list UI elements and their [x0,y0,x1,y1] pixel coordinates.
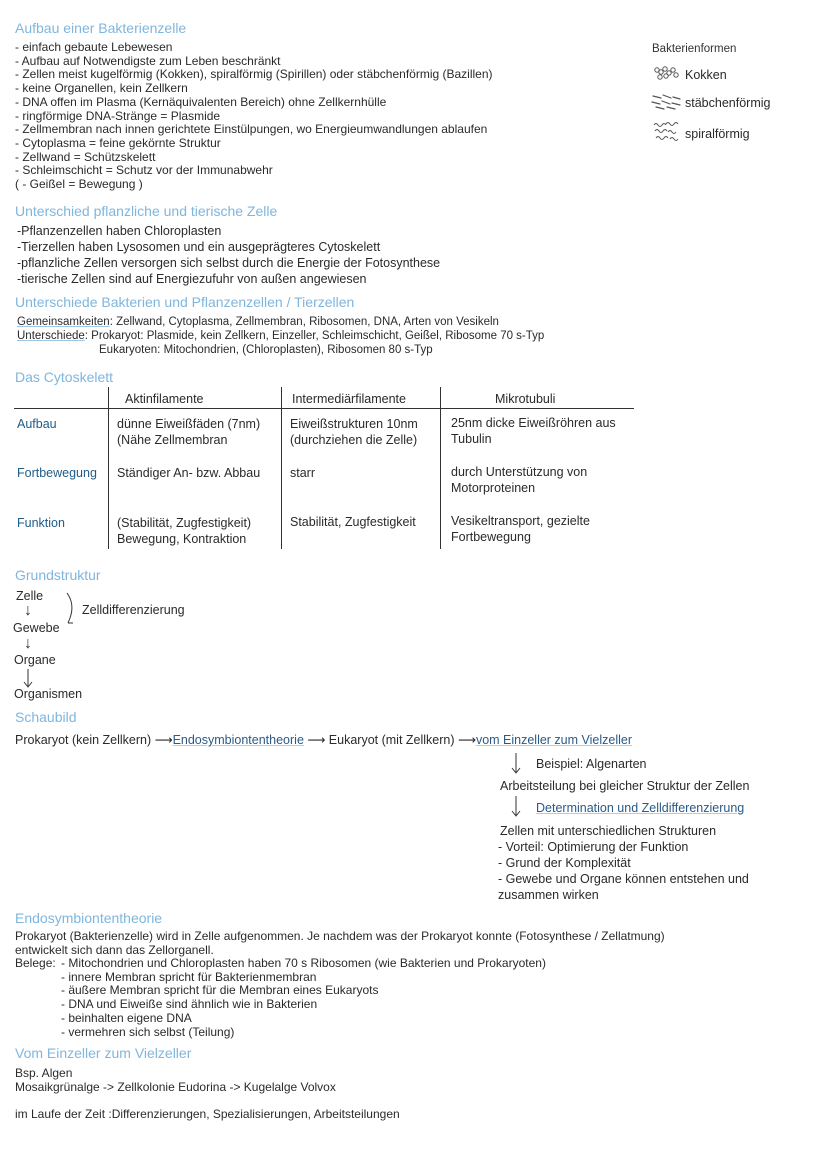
list-item: ( - Geißel = Bewegung ) [15,177,143,192]
paragraph-line: Mosaikgrünalge -> Zellkolonie Eudorina -> Kugelalge Volvox [15,1079,336,1094]
bakterienform-label: stäbchenförmig [685,96,771,110]
cell-line: starr [290,466,315,480]
schaubild-zellen: Zellen mit unterschiedlichen Strukturen [500,824,717,838]
arrow-right-icon: ⟶ [307,733,326,747]
row-label: Aufbau [17,417,57,431]
arrow-down-icon: ↓ [24,635,32,652]
list-item: - Schleimschicht = Schutz vor der Immunabwehr [15,163,273,178]
cell-line: (durchziehen die Zelle) [290,433,418,447]
arrow-right-icon: ⟶ [458,733,476,747]
table-cell [451,513,590,545]
table-cell [117,416,260,448]
list-item: - DNA und Eiweiße sind ähnlich wie in Bakterien [61,997,318,1012]
schaubild-beispiel: Beispiel: Algenarten [536,757,647,771]
list-item: - Vorteil: Optimierung der Funktion [498,840,689,854]
table-cell [290,416,418,448]
row-label: Fortbewegung [17,466,97,480]
arrow-down-icon [508,752,524,776]
table-cell [290,514,416,530]
gemeinsamkeiten-label: Gemeinsamkeiten [17,316,110,328]
list-item: - beinhalten eigene DNA [61,1010,192,1025]
heading-schaubild: Schaubild [15,709,77,725]
column-header: Mikrotubuli [495,392,556,406]
cell-line: (Stabilität, Zugfestigkeit) [117,516,252,530]
table-divider [108,387,109,549]
heading-unterschied-zelle: Unterschied pflanzliche und tierische Zelle [15,203,278,219]
einzeller-lines [15,1067,336,1094]
list-item: - Aufbau auf Notwendigste zum Leben beschränkt [15,53,281,68]
table-cell [451,415,616,447]
cell-line: Eiweißstrukturen 10nm [290,417,418,431]
einzeller-summary: im Laufe der Zeit :Differenzierungen, Spezialisierungen, Arbeitsteilungen [15,1107,400,1121]
belege-list [61,957,546,1039]
heading-bakterienzelle: Aufbau einer Bakterienzelle [15,20,187,36]
unterschiede-line [17,330,544,344]
table-cell [290,465,315,481]
column-header: Aktinfilamente [125,392,204,406]
cell-line: Motorproteinen [451,481,536,495]
rod-bacteria-icon [650,92,682,110]
schaubild-flow [15,732,632,748]
paragraph-line: Prokaryot (Bakterienzelle) wird in Zelle aufgenommen. Je nachdem was der Prokaryot konnte (Fotosynthese / Zellatmung) [15,929,665,943]
heading-cytoskelett: Das Cytoskelett [15,369,114,385]
unterschiede-text: : Prokaryot: Plasmide, kein Zellkern, Einzeller, Schleimschicht, Geißel, Ribosome 70 s-Typ [84,330,545,342]
endosymbionten-intro [15,930,665,957]
list-item: -tierische Zellen sind auf Energiezufuhr von außen angewiesen [17,272,367,286]
cell-line: Ständiger An- bzw. Abbau [117,466,261,480]
list-item: -pflanzliche Zellen versorgen sich selbst durch die Energie der Fotosynthese [17,256,441,270]
cell-line: Tubulin [451,432,492,446]
cell-line: Stabilität, Zugfestigkeit [290,515,416,529]
list-item: - innere Membran spricht für Bakterienmembran [61,969,317,984]
bakterienformen-title: Bakterienformen [652,43,737,55]
spiral-bacteria-icon [652,120,682,144]
schaubild-einzeller: vom Einzeller zum Vielzeller [475,733,633,747]
cell-line: durch Unterstützung von [451,465,588,479]
list-item: - Cytoplasma = feine gekörnte Struktur [15,135,221,150]
arrow-right-icon: ⟶ [154,733,173,747]
arrow-down-icon: ↓ [24,602,32,619]
cell-line: (Nähe Zellmembran [117,433,228,447]
eukaryoten-line: Eukaryoten: Mitochondrien, (Chloroplasten), Ribosomen 80 s-Typ [99,344,433,356]
gemeinsamkeiten-line [17,316,499,330]
heading-grundstruktur: Grundstruktur [15,567,101,583]
table-divider [281,387,282,549]
arrow-down-icon [508,795,524,819]
grundstruktur-level: Gewebe [13,621,60,635]
schaubild-eukaryot: Eukaryot (mit Zellkern) [328,733,455,747]
row-label: Funktion [17,516,65,530]
belege-label: Belege: [15,956,56,970]
cell-line: dünne Eiweißfäden (7nm) [117,417,261,431]
bracket-icon [64,592,80,632]
column-header: Intermediärfilamente [292,392,406,406]
schaubild-vorteile [498,839,749,903]
paragraph-line: Bsp. Algen [15,1066,73,1080]
grundstruktur-level: Zelle [16,589,44,603]
heading-einzeller: Vom Einzeller zum Vielzeller [15,1045,192,1061]
list-item: - Zellwand = Schützskelett [15,149,156,164]
bakterienform-label: Kokken [685,68,727,82]
table-divider [14,408,634,409]
schaubild-prokaryot: Prokaryot (kein Zellkern) [15,733,152,747]
paragraph-line: entwickelt sich dann das Zellorganell. [15,942,214,957]
list-item: -Pflanzenzellen haben Chloroplasten [17,224,222,238]
schaubild-determination: Determination und Zelldifferenzierung [536,801,745,815]
cell-line: 25nm dicke Eiweißröhren aus [451,416,616,430]
heading-endosymbionten: Endosymbiontentheorie [15,910,163,926]
list-item: - Zellmembran nach innen gerichtete Einstülpungen, wo Energieumwandlungen ablaufen [15,122,488,137]
list-item: - Mitochondrien und Chloroplasten haben 70 s Ribosomen (wie Bakterien und Prokaryoten) [61,956,546,970]
table-divider [440,387,441,549]
list-item: zusammen wirken [498,888,599,902]
cell-line: Fortbewegung [451,530,531,544]
zelldifferenzierung-label: Zelldifferenzierung [82,603,185,617]
list-item: - ringförmige DNA-Stränge = Plasmide [15,108,221,123]
schaubild-endosymbionten: Endosymbiontentheorie [172,733,304,747]
list-item: - Grund der Komplexität [498,856,631,870]
list-item: - einfach gebaute Lebewesen [15,40,173,54]
table-cell [117,465,260,481]
cell-line: Bewegung, Kontraktion [117,532,247,546]
table-cell [451,464,587,496]
heading-unterschiede-bakterien: Unterschiede Bakterien und Pflanzenzellen / Tierzellen [15,294,355,310]
gemeinsamkeiten-text: : Zellwand, Cytoplasma, Zellmembran, Ribosomen, DNA, Arten von Vesikeln [109,316,499,328]
list-item: - äußere Membran spricht für die Membran eines Eukaryots [61,983,379,998]
unterschied-zelle-list [17,223,440,287]
table-cell [117,515,251,547]
list-item: - keine Organellen, kein Zellkern [15,81,188,96]
list-item: - vermehren sich selbst (Teilung) [61,1024,235,1039]
bakterienzelle-list [15,41,493,192]
grundstruktur-level: Organismen [14,687,83,701]
schaubild-arbeitsteilung: Arbeitsteilung bei gleicher Struktur der Zellen [500,779,750,793]
grundstruktur-level: Organe [14,653,56,667]
cell-line: Vesikeltransport, gezielte [451,514,590,528]
list-item: - DNA offen im Plasma (Kernäquivalenten Bereich) ohne Zellkernhülle [15,94,387,109]
unterschiede-label: Unterschiede [17,330,85,342]
cocci-icon [652,64,682,84]
list-item: -Tierzellen haben Lysosomen und ein ausgeprägteres Cytoskelett [17,240,381,254]
list-item: - Zellen meist kugelförmig (Kokken), spiralförmig (Spirillen) oder stäbchenförmig (Bazillen) [15,67,493,82]
list-item: - Gewebe und Organe können entstehen und [498,872,749,886]
bakterienform-label: spiralförmig [685,127,750,141]
